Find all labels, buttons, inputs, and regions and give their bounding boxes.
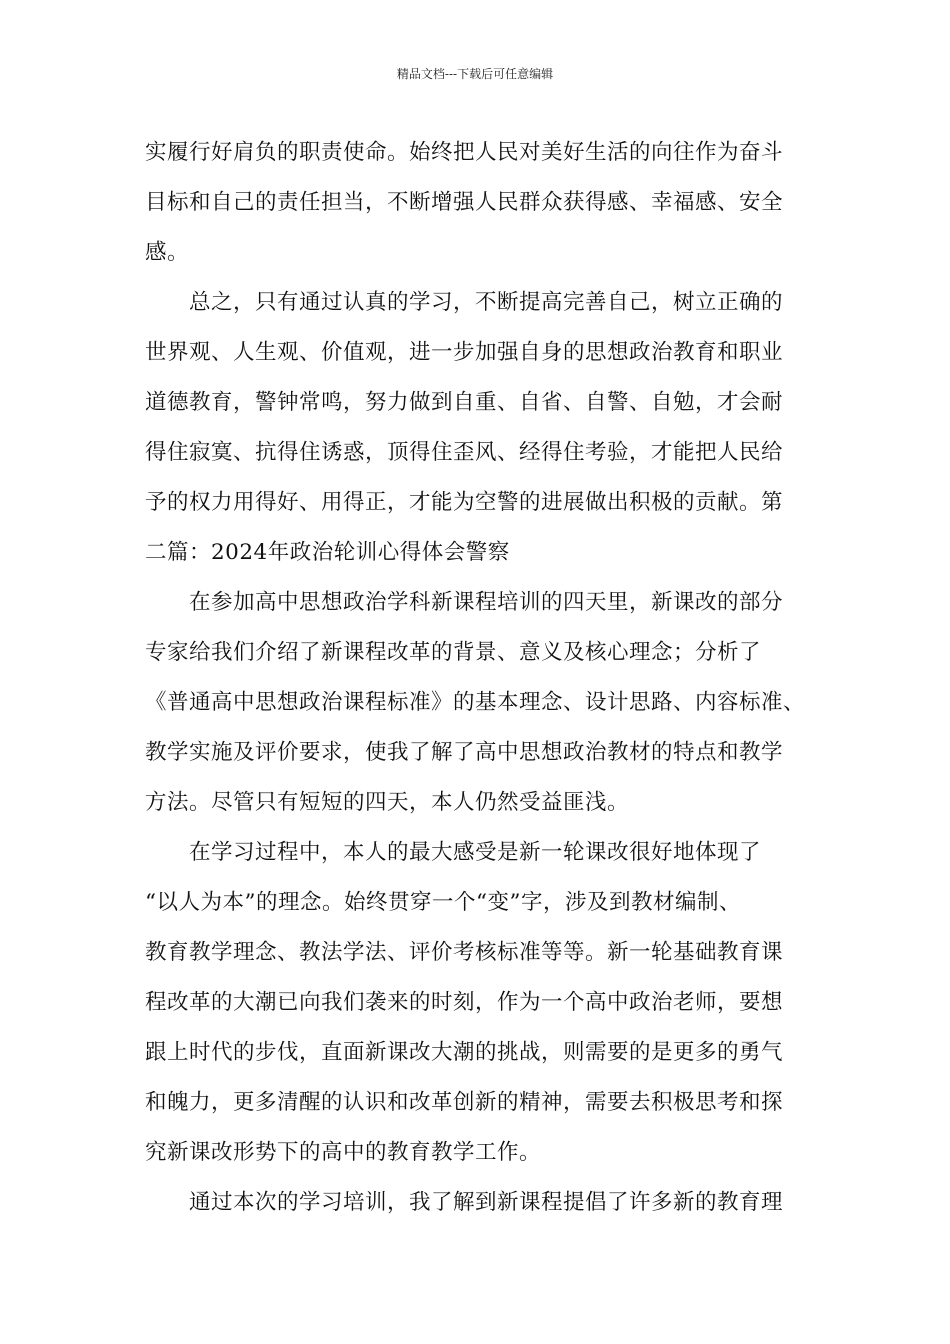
text-line: 究新课改形势下的高中的教育教学工作。	[145, 1140, 542, 1165]
document-body	[145, 128, 825, 1228]
paragraph-start-line: 在学习过程中，本人的最大感受是新一轮课改很好地体现了	[189, 840, 762, 865]
text-line: 跟上时代的步伐，直面新课改大潮的挑战，则需要的是更多的勇气	[145, 1040, 784, 1065]
text-line: 道德教育，警钟常鸣，努力做到自重、自省、自警、自勉，才会耐	[145, 390, 784, 415]
text-line: 程改革的大潮已向我们袭来的时刻，作为一个高中政治老师，要想	[145, 990, 784, 1015]
text-line: 教育教学理念、教法学法、评价考核标准等等。新一轮基础教育课	[145, 940, 784, 965]
text-line: 《普通高中思想政治课程标准》的基本理念、设计思路、内容标准、	[145, 690, 806, 715]
paragraph-start-line: 总之，只有通过认真的学习，不断提高完善自己，树立正确的	[189, 290, 784, 315]
text-line: 方法。尽管只有短短的四天，本人仍然受益匪浅。	[145, 790, 630, 815]
text-line: 世界观、人生观、价值观，进一步加强自身的思想政治教育和职业	[145, 340, 784, 365]
text-line: 予的权力用得好、用得正，才能为空警的进展做出积极的贡献。第	[145, 490, 784, 515]
text-line: 教学实施及评价要求，使我了解了高中思想政治教材的特点和教学	[145, 740, 784, 765]
paragraph-start-line: 通过本次的学习培训，我了解到新课程提倡了许多新的教育理	[189, 1190, 784, 1215]
text-line: 专家给我们介绍了新课程改革的背景、意义及核心理念；分析了	[145, 640, 762, 665]
text-line: 目标和自己的责任担当，不断增强人民群众获得感、幸福感、安全	[145, 190, 784, 215]
text-line: 得住寂寞、抗得住诱惑，顶得住歪风、经得住考验，才能把人民给	[145, 440, 784, 465]
text-line: 实履行好肩负的职责使命。始终把人民对美好生活的向往作为奋斗	[145, 140, 784, 165]
section-heading-line: 二篇：2024年政治轮训心得体会警察	[145, 540, 510, 565]
text-line: “以人为本”的理念。始终贯穿一个“变”字，涉及到教材编制、	[145, 890, 741, 915]
text-line: 感。	[145, 240, 190, 265]
page-header: 精品文档---下载后可任意编辑	[396, 67, 554, 81]
paragraph-start-line: 在参加高中思想政治学科新课程培训的四天里，新课改的部分	[189, 590, 784, 615]
text-line: 和魄力，更多清醒的认识和改革创新的精神，需要去积极思考和探	[145, 1090, 784, 1115]
